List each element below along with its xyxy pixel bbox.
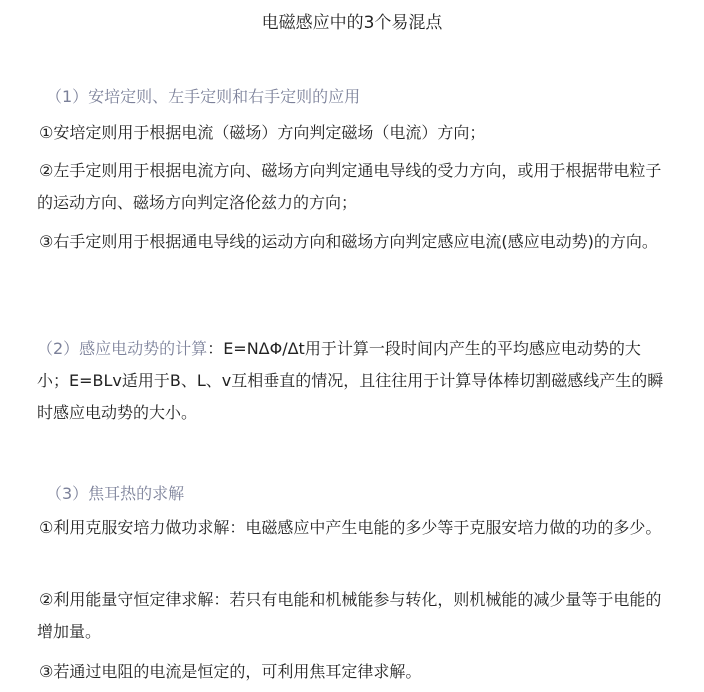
section-3-item-1-text: ①利用克服安培力做功求解：电磁感应中产生电能的多少等于克服安培力做的功的多少。 (39, 518, 662, 537)
page-title: 电磁感应中的3个易混点 (261, 13, 443, 33)
section-1-item-2-text: ②左手定则用于根据电流方向、磁场方向判定通电导线的受力方向，或用于根据带电粒子的运动方向、磁场方向判定洛伦兹力的方向； (37, 161, 662, 212)
section-1-heading: （1）安培定则、左手定则和右手定则的应用 (46, 87, 361, 106)
section-1-item-2 (37, 155, 669, 219)
section-2-paragraph (37, 333, 669, 429)
section-2-heading: （2）感应电动势的计算 (37, 339, 208, 358)
section-1-item-3-text: ③右手定则用于根据通电导线的运动方向和磁场方向判定感应电流(感应电动势)的方向。 (39, 232, 658, 251)
section-1-item-1-text: ①安培定则用于根据电流（磁场）方向判定磁场（电流）方向； (39, 123, 486, 142)
section-1-item-3 (37, 226, 669, 258)
section-3-item-2 (37, 584, 669, 648)
section-3-item-3 (37, 656, 669, 688)
section-1-item-1 (37, 117, 669, 149)
section-3-item-3-text: ③若通过电阻的电流是恒定的，可利用焦耳定律求解。 (39, 662, 422, 681)
section-3-item-2-text: ②利用能量守恒定律求解：若只有电能和机械能参与转化，则机械能的减少量等于电能的增加量。 (37, 590, 662, 641)
section-3-item-1 (37, 512, 669, 544)
section-2-body: ：E=NΔΦ/Δt用于计算一段时间内产生的平均感应电动势的大小；E=BLv适用于B、L、v互相垂直的情况，且往往用于计算导体棒切割磁感线产生的瞬时感应电动势的大小。 (37, 339, 664, 422)
section-3-heading: （3）焦耳热的求解 (46, 484, 185, 503)
